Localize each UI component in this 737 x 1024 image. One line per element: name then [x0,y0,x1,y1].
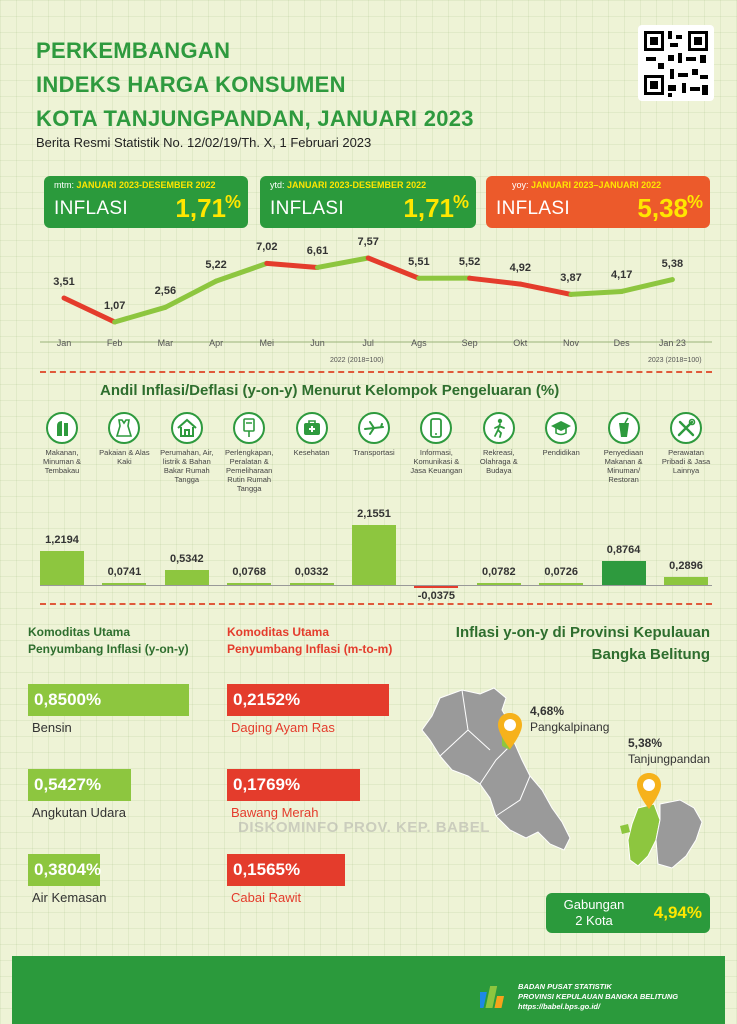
ytd-card [260,176,476,228]
runner-icon [483,412,515,444]
trend-value-label: 2,56 [154,285,177,298]
food-icon [46,412,78,444]
province-heading-1: Inflasi y-on-y di Provinsi Kepulauan [455,624,710,641]
province-heading [420,622,710,666]
footer-org-1: BADAN PUSAT STATISTIK [518,982,612,991]
tools-icon [670,412,702,444]
trend-segment [571,291,622,294]
note-2023: 2023 (2018=100) [648,357,702,364]
trend-month-label: Ags [411,338,427,348]
ytd-value: 1,71 [403,193,454,223]
trend-segment [520,284,571,294]
mtm-commodity-heading [227,624,392,658]
trend-month-label: Apr [209,338,224,348]
trend-segment [267,263,318,267]
andil-bar [40,551,84,585]
commodity-value: 0,8500% [34,690,102,709]
andil-value-label: 0,0741 [107,565,142,578]
map-pin-icon [497,712,523,750]
combined-label-1: Gabungan [563,897,625,912]
medical-kit-icon [296,412,328,444]
trend-month-label: Jun [310,338,325,348]
commodity-name: Bawang Merah [231,805,319,820]
mtm-commodity-heading-2: Penyumbang Inflasi (m-to-m) [227,642,393,656]
mtm-period: JANUARI 2023-DESEMBER 2022 [76,180,216,190]
andil-value-label: 0,2896 [669,559,703,572]
bps-logo-icon [480,982,510,1010]
yoy-period: JANUARI 2023–JANUARI 2022 [531,180,662,190]
commodity-name: Cabai Rawit [231,890,302,905]
commodity-name: Daging Ayam Ras [231,720,335,735]
mtm-word: INFLASI [54,198,128,219]
andil-bar [602,561,646,585]
commodity-bar [227,854,345,886]
trend-month-label: Des [613,338,630,348]
group-label: Transportasi [353,448,395,457]
combined-value: 4,94% [653,903,702,922]
footer [12,956,725,1024]
trend-value-label: 7,57 [357,236,379,248]
footer-org-2: PROVINSI KEPULAUAN BANGKA BELITUNG [518,992,679,1001]
trend-value-label: 1,07 [103,300,126,312]
andil-bar [165,570,209,585]
andil-value-label: 0,0726 [544,565,579,578]
appliance-icon [233,412,265,444]
commodity-bar [227,684,389,716]
andil-bar [352,525,396,585]
trend-month-label: Okt [513,338,528,348]
andil-heading-text: Andil Inflasi/Deflasi (y-on-y) Menurut Kelompok Pengeluaran (%) [100,382,560,399]
commodity-bar [28,769,131,801]
group-label: Perlengkapan, Peralatan & Pemeliharaan Rutin Rumah Tangga [225,448,274,493]
city1-value: 4,68% [530,704,565,718]
group-label: Rekreasi, Olahraga & Budaya [479,448,518,475]
andil-value-label: 2,1551 [357,508,391,520]
andil-value-label: 0,8764 [606,543,641,556]
andil-value-label: 0,5342 [169,553,204,566]
ytd-unit: % [452,192,469,212]
clothing-icon [108,412,140,444]
commodity-value: 0,1565% [233,860,301,879]
belitung-west-shape [628,804,660,866]
qr-code-icon[interactable] [638,25,714,101]
title-line-2: INDEKS HARGA KONSUMEN [36,72,346,97]
subtitle: Berita Resmi Statistik No. 12/02/19/Th. X, 1 Februari 2023 [36,135,372,150]
andil-value-label: 0,0782 [481,565,516,578]
trend-value-label: 3,51 [53,275,75,288]
andil-value-label: 1,2194 [45,534,79,547]
yoy-commodity-heading-1: Komoditas Utama [28,625,131,639]
drink-icon [608,412,640,444]
group-label: Perumahan, Air, listrik & Bahan Bakar Rumah Tangga [160,448,214,484]
ytd-prefix: ytd: [270,180,285,190]
yoy-card [486,176,710,228]
commodity-name: Air Kemasan [32,890,107,905]
trend-segment [318,258,369,267]
yoy-unit: % [686,192,703,212]
group-label: Kesehatan [293,448,330,457]
commodity-bar [227,769,360,801]
commodity-bar [28,854,100,886]
trend-value-label: 4,17 [610,269,633,282]
commodity-value: 0,2152% [233,690,301,709]
commodity-value: 0,3804% [34,860,102,879]
trend-month-label: Jul [362,338,374,348]
group-label: Informasi, Komunikasi & Jasa Keuangan [410,448,463,475]
ytd-word: INFLASI [270,198,344,219]
andil-value-label: -0,0375 [417,589,456,602]
footer-url[interactable]: https://babel.bps.go.id/ [518,1002,601,1011]
yoy-commodity-heading [28,624,189,658]
trend-month-label: Sep [461,338,478,348]
city1-name: Pangkalpinang [530,720,610,734]
trend-month-label: Jan [56,338,72,348]
commodity-bar [28,684,189,716]
commodity-name: Bensin [32,720,72,735]
mtm-prefix: mtm: [54,180,74,190]
yoy-prefix: yoy: [512,180,529,190]
mtm-unit: % [224,192,241,212]
trend-month-label: Mei [259,338,275,348]
trend-segment [470,278,521,284]
trend-value-label: 3,87 [560,272,582,285]
group-label: Pendidikan [542,448,580,457]
andil-baseline [40,585,712,586]
city2-name: Tanjungpandan [628,752,711,766]
commodity-value: 0,1769% [233,775,301,794]
trend-value-label: 5,52 [458,256,481,269]
trend-value-label: 4,92 [509,262,531,275]
andil-value-label: 0,0332 [294,565,329,578]
group-label: Penyediaan Makanan & Minuman/ Restoran [603,448,644,484]
belitung-east-shape [656,800,702,868]
divider-1 [40,371,712,373]
title-line-3: KOTA TANJUNGPANDAN, JANUARI 2023 [36,106,474,131]
small-island-shape [620,824,630,834]
mtm-commodity-heading-1: Komoditas Utama [227,625,330,639]
commodity-value: 0,5427% [34,775,102,794]
phone-icon [420,412,452,444]
ytd-period: JANUARI 2023-DESEMBER 2022 [287,180,427,190]
note-2022: 2022 (2018=100) [330,357,384,364]
trend-value-label: 6,61 [306,245,329,258]
andil-value-label: 0,0768 [232,565,267,578]
mtm-value: 1,71 [175,193,226,223]
group-label: Pakaian & Alas Kaki [99,448,150,466]
graduation-cap-icon [545,412,577,444]
yoy-word: INFLASI [496,198,570,219]
group-label: Perawatan Pribadi & Jasa Lainnya [661,448,711,475]
trend-month-label: Nov [562,338,579,348]
divider-2 [40,603,712,605]
yoy-commodity-heading-2: Penyumbang Inflasi (y-on-y) [28,642,189,656]
airplane-icon [358,412,390,444]
mtm-card [44,176,248,228]
combined-label-2: 2 Kota [575,913,613,928]
province-heading-2: Bangka Belitung [591,646,710,663]
commodity-name: Angkutan Udara [32,805,126,820]
trend-value-label: 7,02 [256,241,278,254]
trend-month-label: Mar [157,338,174,348]
trend-value-label: 5,38 [661,257,684,270]
andil-heading [100,382,559,399]
house-icon [171,412,203,444]
trend-month-label: Jan 23 [658,338,686,348]
map-pin-icon [636,772,662,810]
yoy-value: 5,38 [637,193,688,223]
trend-month-label: Feb [106,338,123,348]
trend-value-label: 5,51 [408,256,430,269]
group-label: Makanan, Minuman & Tembakau [43,448,81,475]
trend-value-label: 5,22 [205,259,227,272]
city2-value: 5,38% [628,736,663,750]
watermark: DISKOMINFO PROV. KEP. BABEL [238,819,490,836]
combined-badge [546,893,710,933]
title-line-1: PERKEMBANGAN [36,38,231,63]
andil-bar [664,577,708,585]
